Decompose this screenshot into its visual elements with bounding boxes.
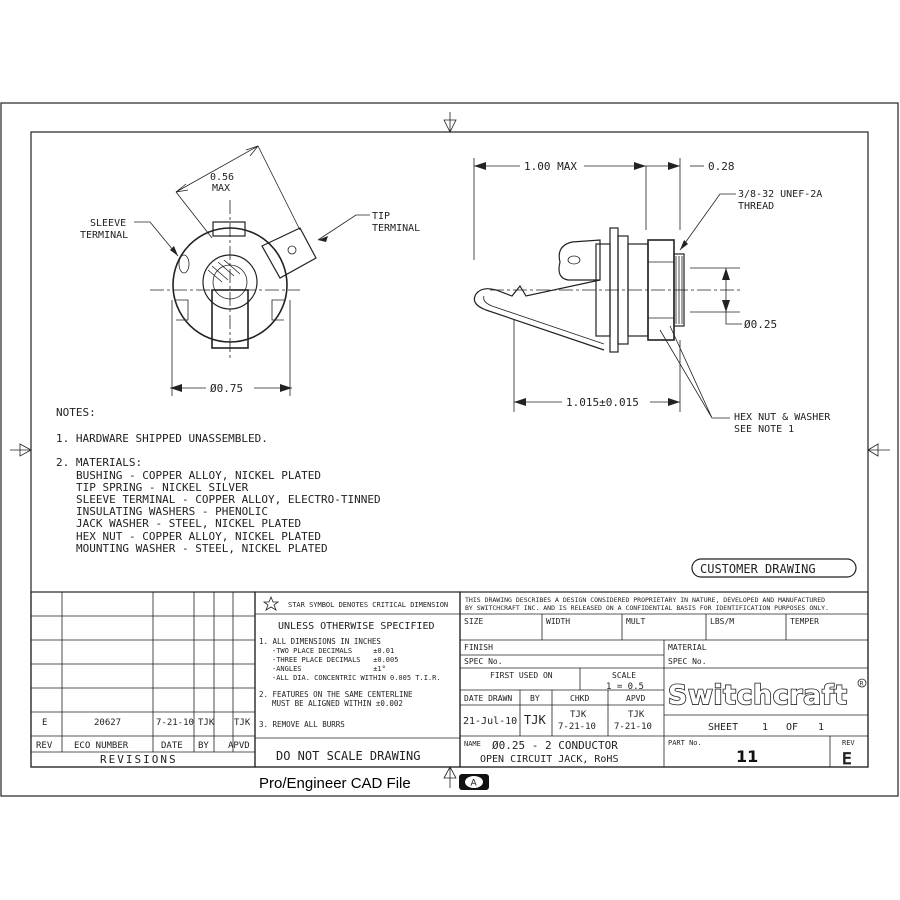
sheet-num: 1	[762, 722, 769, 733]
rev-header-by: BY	[198, 741, 209, 751]
finish-label: FINISH	[464, 643, 493, 652]
rev-row-apvd: TJK	[234, 718, 251, 728]
material-7: MOUNTING WASHER - STEEL, NICKEL PLATED	[76, 542, 328, 555]
width-label: WIDTH	[546, 617, 571, 626]
chkd-value-1: TJK	[570, 710, 587, 720]
do-not-scale: DO NOT SCALE DRAWING	[276, 749, 421, 763]
rev-header-date: DATE	[161, 741, 183, 751]
name-line-2: OPEN CIRCUIT JACK, RoHS	[480, 754, 619, 765]
tip-spring	[474, 280, 604, 350]
rev-header-apvd: APVD	[228, 741, 250, 751]
apvd-value-2: 7-21-10	[614, 722, 652, 732]
rev-row-by: TJK	[198, 718, 215, 728]
inner-border	[31, 132, 868, 767]
dim-056-max: MAX	[212, 183, 231, 194]
spec-2: 2. FEATURES ON THE SAME CENTERLINE	[259, 690, 413, 699]
dim-075-value: Ø0.75	[210, 382, 244, 395]
date-value: 21-Jul-10	[463, 716, 518, 727]
proprietary-1: THIS DRAWING DESCRIBES A DESIGN CONSIDERED PROPRIETARY IN NATURE, DEVELOPED AND MANUFACTURED	[465, 596, 826, 604]
sleeve-label-1: SLEEVE	[90, 218, 127, 229]
date-drawn-label: DATE DRAWN	[464, 694, 513, 703]
thread-label-1: 3/8-32 UNEF-2A	[738, 189, 823, 200]
by-value: TJK	[524, 713, 546, 727]
customer-drawing-label: CUSTOMER DRAWING	[700, 562, 816, 576]
spec-no-label: SPEC No.	[464, 657, 503, 666]
front-view	[80, 146, 420, 396]
rev-row-eco: 20627	[94, 718, 122, 728]
name-line-1: Ø0.25 - 2 CONDUCTOR	[492, 739, 618, 752]
tip-label-1: TIP	[372, 211, 391, 222]
material-5: JACK WASHER - STEEL, NICKEL PLATED	[76, 517, 302, 530]
tip-leader	[318, 215, 370, 240]
temper-label: TEMPER	[790, 617, 819, 626]
part-no-label: PART No.	[668, 739, 702, 747]
rev-header-eco: ECO NUMBER	[74, 741, 129, 751]
sleeve-slot	[179, 255, 189, 273]
dim-056-value: 0.56	[210, 172, 235, 183]
tip-terminal-hole	[288, 246, 296, 254]
note-1: 1. HARDWARE SHIPPED UNASSEMBLED.	[56, 432, 268, 445]
dim-028-value: 0.28	[708, 160, 735, 173]
chkd-value-2: 7-21-10	[558, 722, 596, 732]
spec-2b: MUST BE ALIGNED WITHIN ±0.002	[272, 699, 403, 708]
thread-leader	[680, 194, 736, 250]
thread-label-2: THREAD	[738, 201, 775, 212]
size-label: SIZE	[464, 617, 484, 626]
rev-label: REV	[842, 739, 855, 747]
star-text: STAR SYMBOL DENOTES CRITICAL DIMENSION	[288, 601, 449, 609]
dim-100-value: 1.00 MAX	[524, 160, 577, 173]
name-label: NAME	[464, 740, 481, 748]
revisions-title: REVISIONS	[100, 753, 178, 766]
chkd-label: CHKD	[570, 694, 590, 703]
spec-no-2-label: SPEC No.	[668, 657, 707, 666]
mult-label: MULT	[626, 617, 646, 626]
rev-row-rev: E	[42, 718, 48, 728]
revision-badge-letter: A	[470, 778, 477, 789]
material-1: BUSHING - COPPER ALLOY, NICKEL PLATED	[76, 469, 322, 482]
spec-1c: -ANGLES ±1°	[272, 665, 386, 673]
spec-1b: -THREE PLACE DECIMALS ±0.005	[272, 656, 399, 664]
lbs-label: LBS/M	[710, 617, 735, 626]
spec-1a: -TWO PLACE DECIMALS ±0.01	[272, 647, 395, 655]
unless-specified: UNLESS OTHERWISE SPECIFIED	[278, 621, 435, 632]
switchcraft-logo: Switchcraft	[668, 680, 848, 711]
apvd-label: APVD	[626, 694, 646, 703]
lug-terminal	[559, 240, 600, 280]
rev-row-date: 7-21-10	[156, 718, 194, 728]
notes	[56, 406, 381, 555]
hex-label-2: SEE NOTE 1	[734, 424, 795, 435]
material-3: SLEEVE TERMINAL - COPPER ALLOY, ELECTRO-TINNED	[76, 493, 381, 506]
hex-label-1: HEX NUT & WASHER	[734, 412, 831, 423]
registered-r: R	[859, 680, 864, 688]
dia-025-value: Ø0.25	[744, 318, 778, 331]
tip-label-2: TERMINAL	[372, 223, 421, 234]
scale-value: 1 = 0.5	[606, 682, 644, 692]
material-4: INSULATING WASHERS - PHENOLIC	[76, 505, 269, 518]
notes-heading: NOTES:	[56, 406, 96, 419]
part-no-value: 11	[736, 747, 759, 766]
spec-1: 1. ALL DIMENSIONS IN INCHES	[259, 637, 381, 646]
first-used-label: FIRST USED ON	[490, 671, 553, 680]
lug-hole	[568, 256, 580, 264]
rev-value: E	[842, 749, 852, 768]
spec-1d: -ALL DIA. CONCENTRIC WITHIN 0.005 T.I.R.	[272, 674, 441, 682]
cad-file-label: Pro/Engineer CAD File	[259, 775, 411, 792]
star-icon	[264, 597, 278, 610]
of-num: 1	[818, 722, 825, 733]
apvd-value-1: TJK	[628, 710, 645, 720]
side-view	[474, 158, 831, 435]
of-label: OF	[786, 722, 799, 733]
material-label: MATERIAL	[668, 643, 707, 652]
dim-1015-value: 1.015±0.015	[566, 396, 639, 409]
rev-header-rev: REV	[36, 741, 53, 751]
material-2: TIP SPRING - NICKEL SILVER	[76, 481, 249, 494]
material-6: HEX NUT - COPPER ALLOY, NICKEL PLATED	[76, 530, 322, 543]
proprietary-2: BY SWITCHCRAFT INC. AND IS RELEASED ON A CONFIDENTIAL BASIS FOR IDENTIFICATION PURPOSES ONLY.	[465, 604, 829, 612]
sleeve-label-2: TERMINAL	[80, 230, 129, 241]
scale-label: SCALE	[612, 671, 637, 680]
revisions-table	[31, 592, 255, 767]
by-label: BY	[530, 694, 540, 703]
spec-3: 3. REMOVE ALL BURRS	[259, 720, 345, 729]
sheet-label: SHEET	[708, 722, 739, 733]
note-2: 2. MATERIALS:	[56, 456, 143, 469]
